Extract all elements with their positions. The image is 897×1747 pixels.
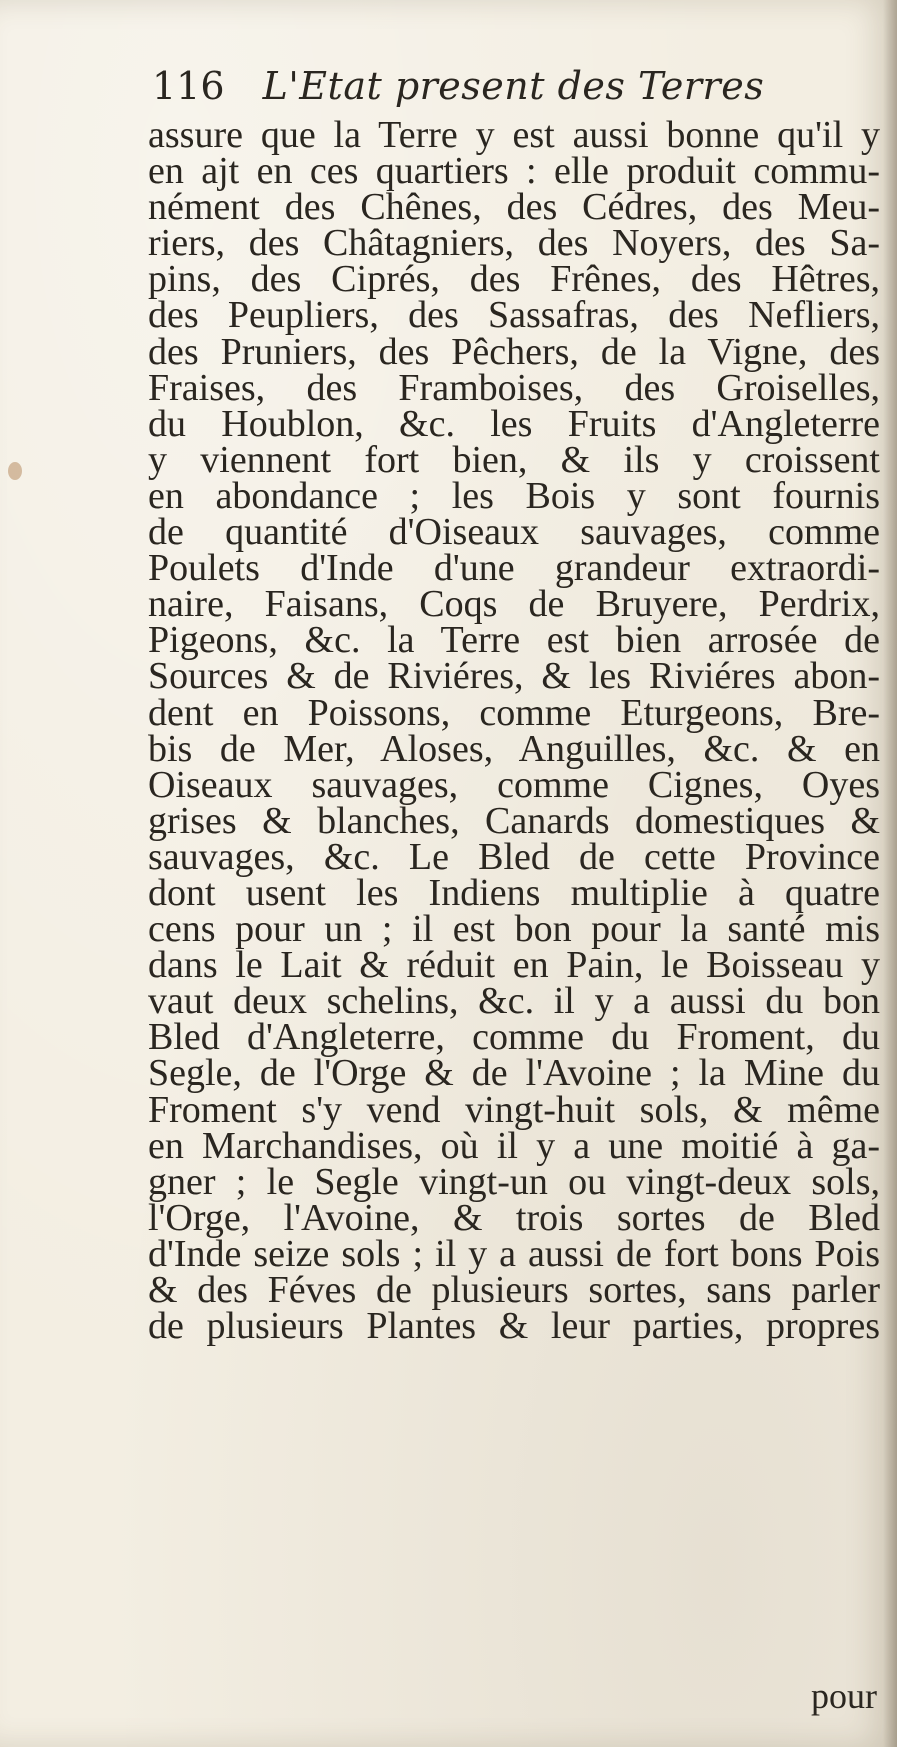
page-edge-shadow bbox=[883, 0, 897, 1747]
paper-stain bbox=[8, 462, 22, 480]
text-line: Oiseaux sauvages, comme Cignes, Oyes bbox=[148, 763, 880, 806]
text-line: riers, des Châtagniers, des Noyers, des Sa- bbox=[148, 222, 880, 265]
page-number: 116 bbox=[152, 64, 225, 108]
text-line: de plusieurs Plantes & leur parties, propres bbox=[148, 1305, 880, 1348]
text-line: de quantité d'Oiseaux sauvages, comme bbox=[148, 511, 880, 554]
catchword: pour bbox=[811, 1676, 877, 1716]
text-line: assure que la Terre y est aussi bonne qu'il y bbox=[148, 114, 880, 156]
text-line: grises & blanches, Canards domestiques & bbox=[148, 799, 880, 842]
text-line: du Houblon, &c. les Fruits d'Angleterre bbox=[148, 402, 880, 445]
text-line: des Pruniers, des Pêchers, de la Vigne, des bbox=[148, 330, 880, 373]
text-line: l'Orge, l'Avoine, & trois sortes de Bled bbox=[148, 1196, 880, 1239]
text-line: des Peupliers, des Sassafras, des Nefliers, bbox=[148, 294, 880, 337]
text-line: Poulets d'Inde d'une grandeur extraordi- bbox=[148, 547, 880, 590]
text-line: naire, Faisans, Coqs de Bruyere, Perdrix, bbox=[148, 583, 880, 626]
text-line: & des Féves de plusieurs sortes, sans parler bbox=[148, 1269, 880, 1311]
text-line: Fraises, des Framboises, des Groiselles, bbox=[148, 366, 880, 409]
text-line: bis de Mer, Aloses, Anguilles, &c. & en bbox=[148, 727, 880, 770]
text-line: sauvages, &c. Le Bled de cette Province bbox=[148, 835, 880, 878]
text-line: en Marchandises, où il y a une moitié à ga- bbox=[148, 1124, 880, 1167]
text-line: nément des Chênes, des Cédres, des Meu- bbox=[148, 186, 880, 229]
text-line: en ajt en ces quartiers : elle produit commu- bbox=[148, 150, 880, 193]
text-line: gner ; le Segle vingt-un ou vingt-deux sols, bbox=[148, 1160, 880, 1203]
text-line: dans le Lait & réduit en Pain, le Boisseau y bbox=[148, 944, 880, 987]
text-line: vaut deux schelins, &c. il y a aussi du bon bbox=[148, 980, 880, 1023]
text-line: Froment s'y vend vingt-huit sols, & même bbox=[148, 1088, 880, 1131]
text-line: Segle, de l'Orge & de l'Avoine ; la Mine du bbox=[148, 1052, 880, 1095]
text-line: Bled d'Angleterre, comme du Froment, du bbox=[148, 1016, 880, 1059]
text-line: en abondance ; les Bois y sont fournis bbox=[148, 474, 880, 517]
text-line: Sources & de Riviéres, & les Riviéres abon- bbox=[148, 655, 880, 698]
text-line: d'Inde seize sols ; il y a aussi de fort bons Pois bbox=[148, 1232, 880, 1275]
text-line: pins, des Ciprés, des Frênes, des Hêtres, bbox=[148, 258, 880, 301]
text-line: Pigeons, &c. la Terre est bien arrosée de bbox=[148, 619, 880, 662]
page-header bbox=[152, 64, 764, 108]
body-text bbox=[148, 114, 880, 1348]
text-line: dont usent les Indiens multiplie à quatre bbox=[148, 871, 880, 914]
running-title: L'Etat present des Terres bbox=[262, 64, 765, 108]
text-line: dent en Poissons, comme Eturgeons, Bre- bbox=[148, 691, 880, 734]
text-line: cens pour un ; il est bon pour la santé mis bbox=[148, 908, 880, 951]
text-line: y viennent fort bien, & ils y croissent bbox=[148, 438, 880, 481]
